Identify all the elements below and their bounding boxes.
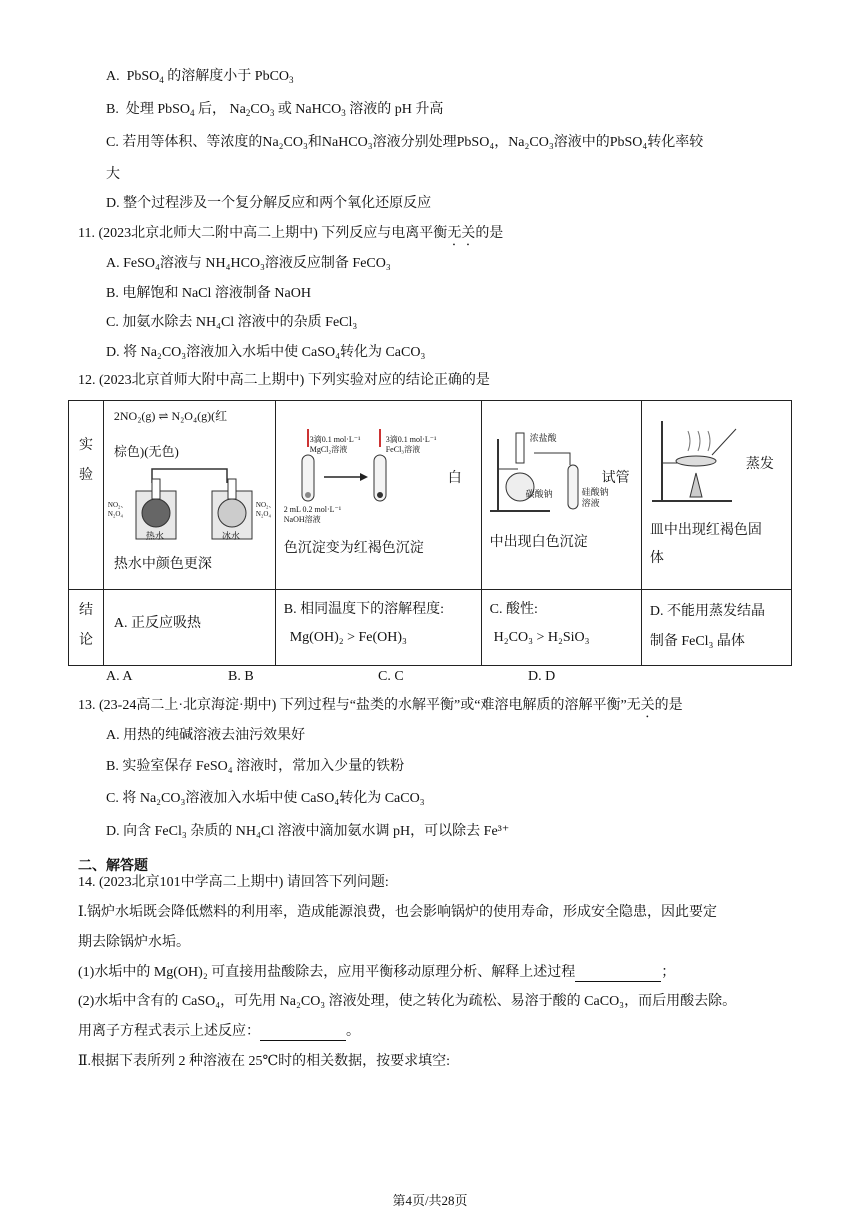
- conclusion-b: B. 相同温度下的溶解程度: Mg(OH)₂ > Fe(OH)₃: [275, 590, 481, 666]
- q10-option-d: D. 整个过程涉及一个复分解反应和两个氧化还原反应: [106, 196, 432, 211]
- q13-option-c: C. 将 Na₂CO₃溶液加入水垢中使 CaSO₄转化为 CaCO₃: [106, 791, 425, 806]
- q10-option-c: C. 若用等体积、等浓度的Na₂CO₃和NaHCO₃溶液分别处理PbSO₄，Na₂CO₃溶液中的PbSO₄转化率较: [106, 135, 704, 150]
- q12-option-b: B. B: [228, 669, 254, 684]
- q14-part2-para: Ⅱ.根据下表所列 2 种溶液在 25℃时的相关数据，按要求填空:: [78, 1054, 451, 1069]
- q12-option-d: D. D: [528, 669, 556, 684]
- q10-option-c-cont: 大: [106, 167, 120, 182]
- q10-option-b: B. 处理 PbSO$_4$ 后， $Na_2CO_3$ 或 NaHCO$_3$ 溶液的 pH 升高: [106, 102, 444, 118]
- row-label-conclusion: 结论: [69, 590, 104, 666]
- q14-question-1: (1)水垢中的 Mg(OH)₂ 可直接用盐酸除去，应用平衡移动原理分析、解释上述过程 ；: [78, 965, 676, 980]
- test-tube-diagram: [296, 425, 406, 507]
- q14-stem: 14. (2023北京101中学高二上期中) 请回答下列问题:: [78, 875, 389, 890]
- conclusion-d: D. 不能用蒸发结晶 制备 FeCl₃ 晶体: [641, 590, 791, 666]
- experiment-table: [68, 400, 792, 666]
- q12-stem: 12. (2023北京首师大附中高二上期中) 下列实验对应的结论正确的是: [78, 373, 490, 388]
- q12-option-a: A. A: [106, 669, 133, 684]
- experiment-3-text: 中出现白色沉淀: [489, 535, 588, 550]
- q13-option-b: B. 实验室保存 FeSO₄ 溶液时，常加入少量的铁粉: [106, 759, 405, 774]
- experiment-cell-1: 2NO₂(g) ⇌ N₂O₄(g)(红 棕色)(无色) NO₂、N₂O₄ NO₂、N₂O₄ 热水 冰水 热水中颜色更深: [103, 401, 275, 590]
- q14-part1-para: Ⅰ.锅炉水垢既会降低燃料的利用率，造成能源浪费，也会影响锅炉的使用寿命，形成安全隐患，因此要定: [78, 905, 718, 920]
- q14-question-2: (2)水垢中含有的 CaSO₄，可先用 Na₂CO₃ 溶液处理，使之转化为疏松、易溶于酸的 CaCO₃，而后用酸去除。: [78, 994, 737, 1009]
- page-footer: 第4页/共28页: [392, 1193, 468, 1208]
- section-heading: 二、解答题: [78, 857, 148, 873]
- experiment-cell-4: 蒸发 皿中出现红褐色固 体: [641, 401, 791, 590]
- q11-option-b: B. 电解饱和 NaCl 溶液制备 NaOH: [106, 286, 311, 301]
- conclusion-c: C. 酸性: H₂CO₃ > H₂SiO₃: [481, 590, 641, 666]
- q11-stem: 11. (2023北京北师大二附中高二上期中) 下列反应与电离平衡无关的是: [78, 226, 504, 241]
- experiment-cell-3: 浓盐酸 碳酸钠 硅酸钠溶液 试管 中出现白色沉淀: [481, 401, 641, 590]
- q13-option-d: D. 向含 FeCl₃ 杂质的 NH₄Cl 溶液中滴加氨水调 pH，可以除去 Fe³⁺: [106, 824, 510, 839]
- row-label-experiment: 实验: [69, 401, 104, 590]
- q14-question-2-cont: 用离子方程式表示上述反应： 。: [78, 1024, 360, 1039]
- experiment-1-text: 热水中颜色更深: [113, 557, 212, 572]
- q11-option-a: A. FeSO₄溶液与 NH₄HCO₃溶液反应制备 FeCO₃: [106, 256, 391, 271]
- answer-blank-2[interactable]: [260, 1026, 346, 1041]
- experiment-4-text: 皿中出现红褐色固: [649, 523, 762, 538]
- q12-option-c: C. C: [378, 669, 404, 684]
- experiment-cell-2: 3滴0.1 mol·L⁻¹ MgCl₂溶液 3滴0.1 mol·L⁻¹ FeCl₃溶液 2 mL 0.2 mol·L⁻¹ NaOH溶液 白 色沉淀变为红褐色沉淀: [275, 401, 481, 590]
- answer-blank-1[interactable]: [575, 967, 661, 982]
- q13-option-a: A. 用热的纯碱溶液去油污效果好: [106, 728, 306, 743]
- experiment-2-text: 色沉淀变为红褐色沉淀: [283, 541, 424, 556]
- q10-option-a: A. PbSO$_4$ 的溶解度小于 PbCO$_3$: [106, 69, 294, 85]
- q13-stem: 13. (23-24高二上·北京海淀·期中) 下列过程与“盐类的水解平衡”或“难溶电解质的溶解平衡”无关的是: [78, 698, 683, 713]
- equation-text: 2NO₂(g) ⇌ N₂O₄(g)(红: [113, 409, 228, 423]
- color-note: 棕色)(无色): [113, 444, 179, 459]
- q11-option-d: D. 将 Na₂CO₃溶液加入水垢中使 CaSO₄转化为 CaCO₃: [106, 345, 426, 360]
- flask-apparatus-diagram: [112, 461, 272, 545]
- q11-option-c: C. 加氨水除去 NH₄Cl 溶液中的杂质 FeCl₃: [106, 315, 358, 330]
- q14-part1-para-cont: 期去除锅炉水垢。: [78, 935, 190, 950]
- conclusion-a: A. 正反应吸热: [103, 590, 275, 666]
- evaporation-apparatus-diagram: [652, 411, 742, 505]
